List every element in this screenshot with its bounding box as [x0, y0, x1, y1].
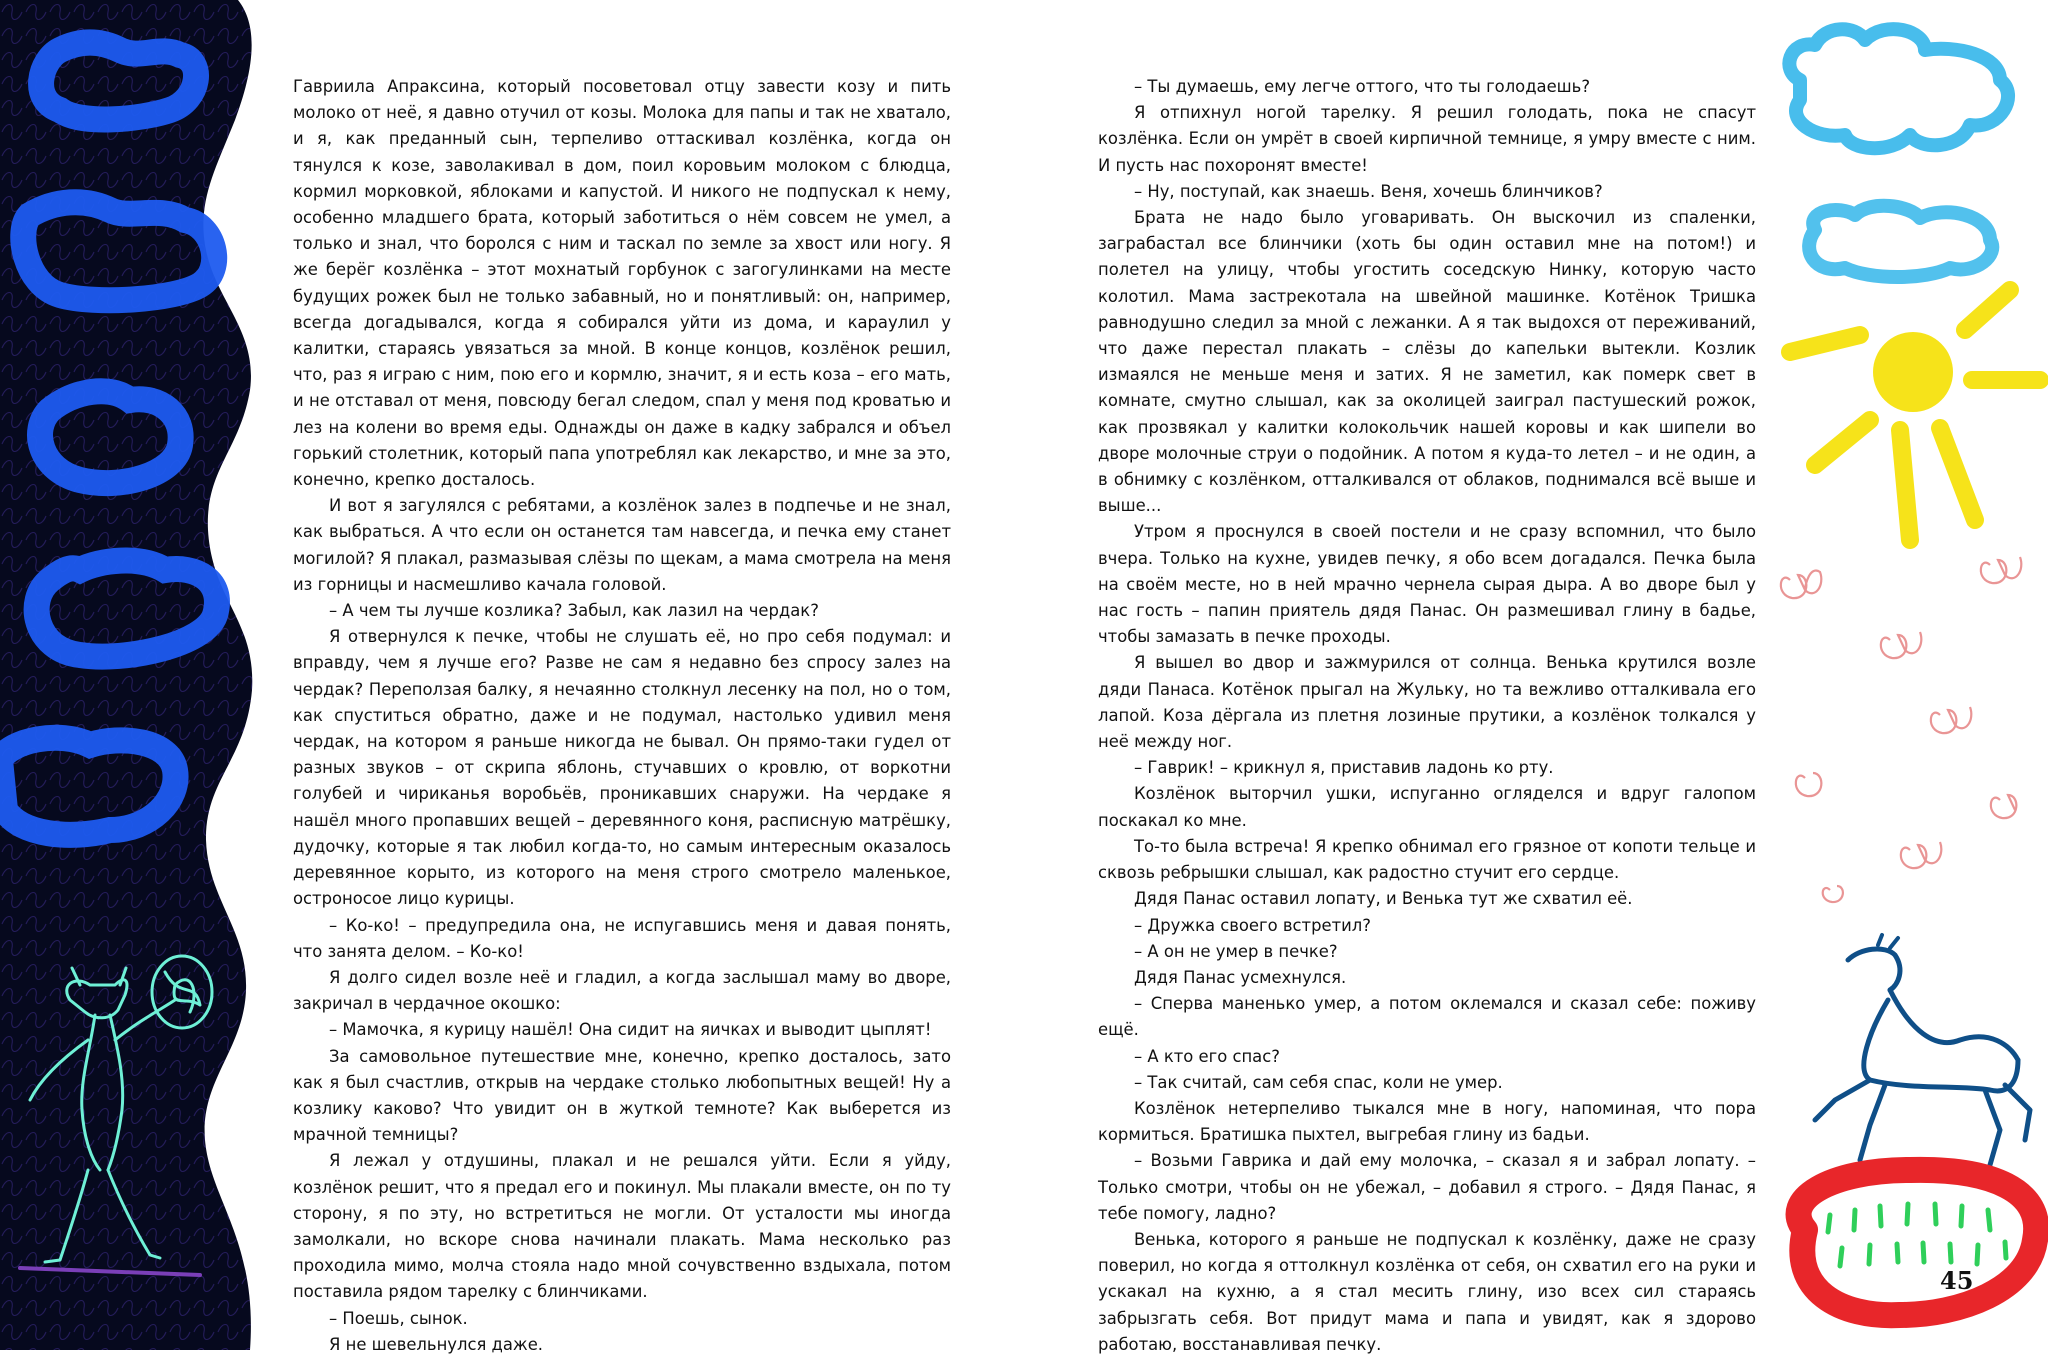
paragraph: – Возьми Гаврика и дай ему молочка, – сказал я и забрал лопату. – Только смотри, чтобы он не убежал, – добавил я строго. – Дядя Панас, я тебе помогу, ладно? — [1098, 1151, 1756, 1223]
paragraph: Венька, которого я раньше не подпускал к козлёнку, даже не сразу поверил, но когда я оттолкнул козлёнка от себя, он схватил его на руки и ускакал на кухню, а я стал месить глину, изо всех сил стараясь забрызгать себя. Вот придут мама и папа и увидят, как я здорово работаю, восстанавливая печку. — [1098, 1229, 1756, 1354]
paragraph: – Ко-ко! – предупредила она, не испугавшись меня и давая понять, что занята делом. – Ко-ко! — [293, 915, 951, 961]
paragraph: – А он не умер в печке? — [1134, 941, 1338, 961]
paragraph: Я отвернулся к печке, чтобы не слушать её, но про себя подумал: и вправду, чем я лучше его? Разве не сам я недавно без спросу залез на чердак? Переползая балку, я нечаянно столкнул лесенку на пол, но о том, как спуститься обратно, даже и не подумал, настолько удивил меня чердак, на котором я раньше никогда не бывал. Он прямо-таки гудел от разных звуков – от скрипа яблонь, стучавших о кровлю, от воркотни голубей и чириканья воробьёв, проникавших снаружи. На чердаке я нашёл много пропавших вещей – деревянного коня, расписную матрёшку, дудочку, которые я так любил когда-то, но самым интересным оказалось деревянное корыто, из которого на меня строго смотрело маленькое, остроносое лицо курицы. — [293, 627, 951, 909]
paragraph: – Гаврик! – крикнул я, приставив ладонь ко рту. — [1134, 758, 1554, 778]
paragraph: – Сперва маненько умер, а потом оклемался и сказал себе: поживу ещё. — [1098, 994, 1756, 1040]
paragraph: Дядя Панас оставил лопату, и Венька тут же схватил её. — [1134, 889, 1633, 909]
paragraph: Дядя Панас усмехнулся. — [1134, 967, 1347, 987]
paragraph: – Поешь, сынок. — [329, 1308, 468, 1328]
paragraph: – Мамочка, я курицу нашёл! Она сидит на яичках и выводит цыплят! — [329, 1020, 932, 1040]
paragraph: – Ну, поступай, как знаешь. Веня, хочешь блинчиков? — [1134, 181, 1603, 201]
butterfly-bow-icon — [1981, 557, 2021, 583]
cloud-icon — [1809, 206, 1992, 277]
butterfly-bow-icon — [1931, 707, 1971, 733]
paragraph: – Так считай, сам себя спас, коли не умер. — [1134, 1072, 1503, 1092]
paragraph: Брата не надо было уговаривать. Он выскочил из спаленки, заграбастал все блинчики (хоть бы один оставил мне на потом!) и полетел на улицу, чтобы угостить соседскую Нинку, которую часто колотил. Мама застрекотала на швейной машинке. Котёнок Тришка равнодушно следил за мной с лежанки. А я так выдохся от переживаний, что даже перестал плакать – слёзы до капельки вытекли. Козлик измаялся не меньше меня и затих. Я не заметил, как померк свет в комнате, смутно слышал, как за околицей заиграл пастушеский рожок, как прозвякал у калитки колокольчик нашей коровы и как шипели во дворе молочные струи о подойник. А потом я куда-то летел – и не один, а в обнимку с козлёнком, отталкивался от облаков, поднимался всё выше и выше... — [1098, 208, 1756, 516]
sun-icon — [1790, 290, 2040, 540]
paragraph: Я вышел во двор и зажмурился от солнца. Венька крутился возле дяди Панаса. Котёнок прыгал на Жульку, но та вежливо отталкивала его лапой. Коза дёргала из плетня лозиные прутики, а козлёнок толкался у неё между ног. — [1098, 653, 1756, 752]
paragraph: – Дружка своего встретил? — [1134, 915, 1371, 935]
butterfly-bow-icon — [1991, 795, 2017, 818]
butterfly-bow-icon — [1796, 773, 1822, 796]
paragraph: Козлёнок выторчил ушки, испуганно огляделся и вдруг галопом поскакал ко мне. — [1098, 784, 1756, 830]
paragraph: За самовольное путешествие мне, конечно, крепко досталось, зато как я был счастлив, открыв на чердаке столько любопытных вещей! Ну а козлику каково? Что увидит он в жуткой темноте? Как выберется из мрачной темницы? — [293, 1046, 951, 1145]
meadow-icon — [1799, 1170, 2037, 1315]
paragraph: Утром я проснулся в своей постели и не сразу вспомнил, что было вчера. Только на кухне, увидев печку, я обо всем догадался. Печка была на своём месте, но в ней мрачно чернела сырая дыра. А во дворе был у нас гость – папин приятель дядя Панас. Он размешивал глину в бадье, чтобы замазать в печке проходы. — [1098, 522, 1756, 647]
butterfly-bow-icon — [1881, 632, 1921, 658]
paragraph: Гавриила Апраксина, который посоветовал отцу завести козу и пить молоко от неё, я давно отучил от козы. Молока для папы и так не хватало, и я, как преданный сын, терпеливо оттаскивал козлёнка, когда он тянулся к козе, заволакивал в дом, поил коровьим молоком с блюдца, кормил морковкой, яблоками и капустой. И никого не подпускал к нему, особенно младшего брата, который заботиться о нём совсем не умел, а только и знал, что боролся с ним и таскал по земле за хвост или ногу. Я же берёг козлёнка – этот мохнатый горбунок с загогулинками на месте будущих рожек был не только забавный, но и понятливый: он, например, всегда догадывался, когда я собирался уйти из дома, и караулил у калитки, стараясь увязаться за мной. В конце концов, козлёнок решил, что, раз я играю с ним, пою его и кормлю, значит, я и есть коза – его мать, и не отставал от меня, повсюду бегал следом, спал у меня под кроватью и лез на колени во время еды. Однажды он даже в кадку забрался и объел горький столетник, который папа употреблял как лекарство, и мне за это, конечно, крепко досталось. — [293, 77, 951, 490]
left-illustration — [0, 0, 270, 1350]
paragraph: Я лежал у отдушины, плакал и не решался уйти. Если я уйду, козлёнок решит, что я предал его и покинул. Мы плакали вместе, он по ту сторону, я по эту, но встретиться не могли. От усталости мы иногда замолкали, но вскоре снова начинали плакать. Мама несколько раз проходила мимо, молча стояла надо мной сочувственно вздыхала, потом поставила рядом тарелку с блинчиками. — [293, 1151, 951, 1302]
paragraph: То-то была встреча! Я крепко обнимал его грязное от копоти тельце и сквозь ребрышки слышал, как радостно стучит его сердце. — [1098, 836, 1756, 883]
jumping-goat-icon — [1815, 935, 2030, 1165]
paragraph: – А чем ты лучше козлика? Забыл, как лазил на чердак? — [329, 601, 819, 621]
text-column-left — [293, 74, 951, 1358]
page-number: 45 — [1940, 1266, 1974, 1295]
paragraph: Я не шевельнулся даже. — [329, 1334, 543, 1354]
butterfly-bow-icon — [1823, 886, 1843, 902]
paragraph: И вот я загулялся с ребятами, а козлёнок залез в подпечье и не знал, как выбраться. А что если он останется там навсегда, и печка ему станет могилой? Я плакал, размазывая слёзы по щекам, а мама смотрела на меня из горницы и насмешливо качала головой. — [293, 496, 951, 594]
paragraph: Я долго сидел возле неё и гладил, а когда заслышал маму во дворе, закричал в чердачное окошко: — [293, 967, 951, 1014]
paragraph: Я отпихнул ногой тарелку. Я решил голодать, пока не спасут козлёнка. Если он умрёт в своей кирпичной темнице, я умру вместе с ним. И пусть нас похоронят вместе! — [1098, 103, 1756, 175]
paragraph: – Ты думаешь, ему легче оттого, что ты голодаешь? — [1134, 77, 1591, 96]
butterfly-bow-icon — [1901, 842, 1941, 868]
butterfly-bow-icon — [1781, 571, 1821, 599]
right-illustration — [1760, 0, 2048, 1350]
text-column-right — [1098, 74, 1756, 1358]
cloud-icon — [1789, 29, 2008, 148]
paragraph: Козлёнок нетерпеливо тыкался мне в ногу, напоминая, что пора кормиться. Братишка пыхтел, выгребая глину из бадьи. — [1098, 1098, 1756, 1145]
paragraph: – А кто его спас? — [1134, 1046, 1280, 1066]
